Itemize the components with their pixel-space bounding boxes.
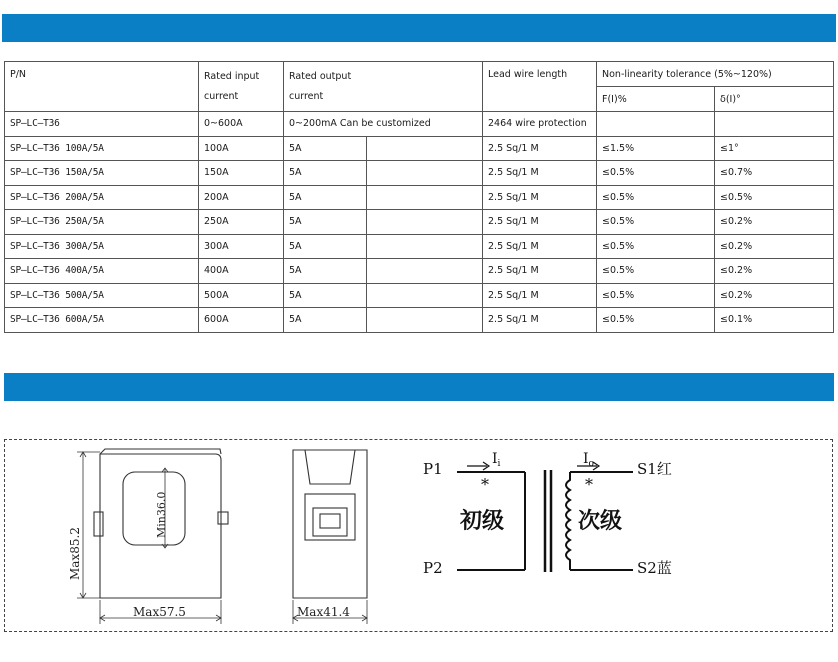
table-row: [5, 259, 834, 284]
cell-lead: 2.5 Sq/1 M: [483, 161, 597, 186]
diagrams-svg: [5, 440, 834, 633]
cell-blank: [367, 161, 483, 186]
header-lead-wire: Lead wire length: [483, 62, 597, 112]
p1-label: P1: [423, 460, 443, 478]
cell-f: ≤0.5%: [597, 283, 715, 308]
cell-blank: [367, 185, 483, 210]
cell-pn: SP—LC—T36 250A/5A: [5, 210, 199, 235]
cell-lead: 2.5 Sq/1 M: [483, 308, 597, 333]
cell-input: 200A: [199, 185, 284, 210]
header-rated-input-line2: current: [204, 90, 239, 102]
cell-blank: [367, 136, 483, 161]
section-header-band: [4, 373, 834, 401]
cell-d: ≤0.7%: [715, 161, 834, 186]
cell-input: 150A: [199, 161, 284, 186]
ii-main: I: [492, 451, 498, 467]
header-rated-input-line1: Rated input: [204, 70, 260, 82]
cell-f: ≤0.5%: [597, 161, 715, 186]
cell-pn: SP—LC—T36 600A/5A: [5, 308, 199, 333]
cell-input: 250A: [199, 210, 284, 235]
cell-input: 400A: [199, 259, 284, 284]
width-dim-label: Max57.5: [133, 605, 186, 619]
cell-input: 300A: [199, 234, 284, 259]
cell-f: ≤0.5%: [597, 185, 715, 210]
table-row: [5, 210, 834, 235]
cell-lead: 2.5 Sq/1 M: [483, 259, 597, 284]
cell-input: 100A: [199, 136, 284, 161]
cell-lead: 2.5 Sq/1 M: [483, 210, 597, 235]
header-rated-output-line1: Rated output: [289, 70, 352, 82]
cell-pn: SP—LC—T36 500A/5A: [5, 283, 199, 308]
cell-d: ≤0.2%: [715, 283, 834, 308]
io-main: I: [583, 451, 589, 467]
primary-dot-marker: *: [481, 475, 489, 494]
cell-f: ≤0.5%: [597, 210, 715, 235]
cell-input: 500A: [199, 283, 284, 308]
cell-f: ≤0.5%: [597, 234, 715, 259]
cell-output: 5A: [284, 210, 367, 235]
p2-label: P2: [423, 559, 443, 577]
summary-lead: 2464 wire protection: [483, 112, 597, 137]
header-d: δ(I)°: [715, 87, 834, 112]
io-label: [583, 451, 594, 469]
cell-pn: SP—LC—T36 300A/5A: [5, 234, 199, 259]
s2-label: S2蓝: [637, 559, 672, 577]
cell-pn: SP—LC—T36 150A/5A: [5, 161, 199, 186]
cell-f: ≤1.5%: [597, 136, 715, 161]
data-rows: [5, 136, 834, 332]
window-dim-label: Min36.0: [155, 491, 168, 538]
cell-pn: SP—LC—T36 200A/5A: [5, 185, 199, 210]
cell-output: 5A: [284, 136, 367, 161]
cell-output: 5A: [284, 283, 367, 308]
summary-input: 0~600A: [199, 112, 284, 137]
cell-input: 600A: [199, 308, 284, 333]
cell-output: 5A: [284, 259, 367, 284]
cell-d: ≤0.2%: [715, 210, 834, 235]
cell-lead: 2.5 Sq/1 M: [483, 283, 597, 308]
diagram-frame: [4, 439, 833, 632]
cell-output: 5A: [284, 234, 367, 259]
cell-output: 5A: [284, 308, 367, 333]
cell-blank: [367, 283, 483, 308]
table-row: [5, 283, 834, 308]
header-rated-input: [199, 62, 284, 112]
header-row-1: [5, 62, 834, 87]
cell-output: 5A: [284, 185, 367, 210]
summary-d: [715, 112, 834, 137]
ii-sub: i: [497, 459, 501, 469]
cell-pn: SP—LC—T36 400A/5A: [5, 259, 199, 284]
cell-d: ≤0.2%: [715, 234, 834, 259]
spec-table: [4, 61, 834, 333]
top-header-band: [2, 14, 836, 42]
cell-f: ≤0.5%: [597, 259, 715, 284]
table-row: [5, 136, 834, 161]
table-row: [5, 161, 834, 186]
cell-output: 5A: [284, 161, 367, 186]
cell-blank: [367, 308, 483, 333]
io-sub: o: [588, 459, 594, 469]
summary-row: [5, 112, 834, 137]
cell-lead: 2.5 Sq/1 M: [483, 234, 597, 259]
cell-d: ≤0.2%: [715, 259, 834, 284]
header-pn: P/N: [5, 62, 199, 112]
header-nonlinearity: Non-linearity tolerance (5%~120%): [597, 62, 834, 87]
cell-lead: 2.5 Sq/1 M: [483, 185, 597, 210]
table-row: [5, 185, 834, 210]
cell-pn: SP—LC—T36 100A/5A: [5, 136, 199, 161]
secondary-dot-marker: *: [585, 475, 593, 494]
primary-label: 初级: [460, 508, 505, 534]
summary-pn: SP—LC—T36: [5, 112, 199, 137]
summary-f: [597, 112, 715, 137]
cell-blank: [367, 259, 483, 284]
ii-label: [492, 451, 501, 469]
summary-output: 0~200mA Can be customized: [284, 112, 483, 137]
header-rated-output: [284, 62, 483, 112]
cell-d: ≤0.5%: [715, 185, 834, 210]
depth-dim-label: Max41.4: [297, 605, 350, 619]
header-f: F(I)%: [597, 87, 715, 112]
header-rated-output-line2: current: [289, 90, 324, 102]
cell-blank: [367, 210, 483, 235]
side-view-drawing: [293, 450, 367, 598]
height-dim-label: Max85.2: [68, 527, 82, 580]
table-row: [5, 234, 834, 259]
cell-d: ≤0.1%: [715, 308, 834, 333]
secondary-label: 次级: [578, 508, 623, 534]
table-row: [5, 308, 834, 333]
cell-blank: [367, 234, 483, 259]
cell-d: ≤1°: [715, 136, 834, 161]
cell-lead: 2.5 Sq/1 M: [483, 136, 597, 161]
cell-f: ≤0.5%: [597, 308, 715, 333]
s1-label: S1红: [637, 460, 672, 478]
